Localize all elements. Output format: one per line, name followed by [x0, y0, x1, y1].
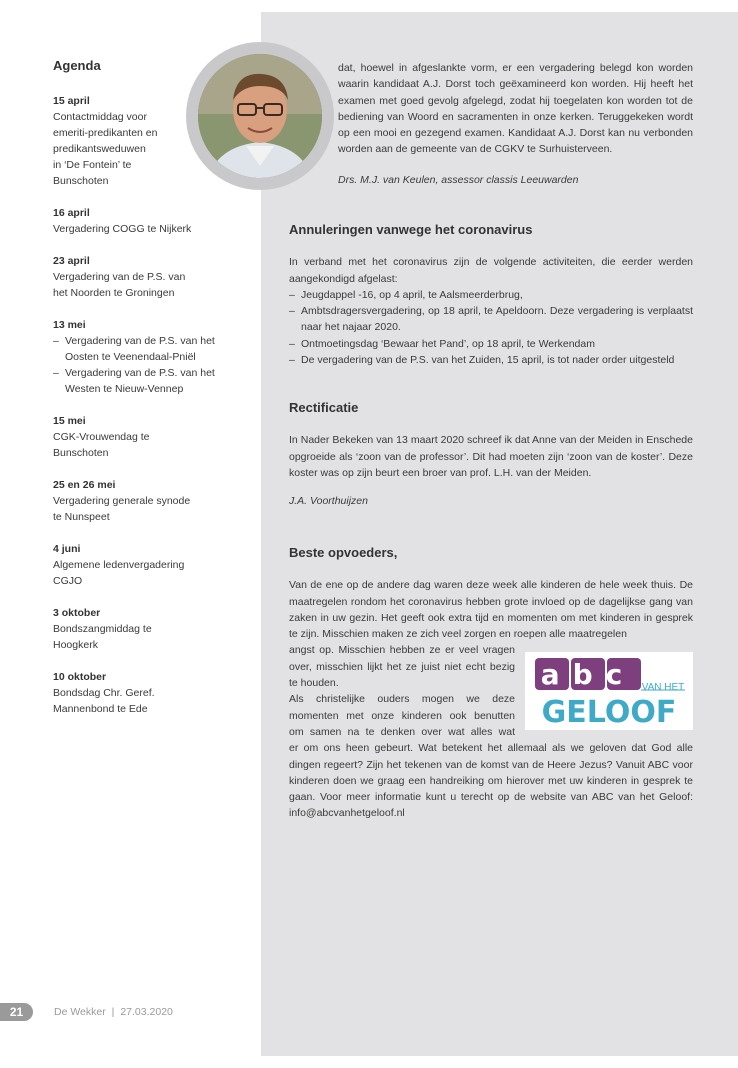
agenda-event-bullets	[53, 333, 228, 397]
annuleringen-heading: Annuleringen vanwege het coronavirus	[289, 222, 533, 237]
agenda-event-date: 10 oktober	[53, 671, 107, 683]
agenda-event-date: 13 mei	[53, 319, 86, 331]
opvoeders-heading: Beste opvoeders,	[289, 545, 398, 560]
agenda-event	[53, 317, 228, 397]
agenda-event-line: CGK-Vrouwendag te	[53, 431, 150, 443]
agenda-event	[53, 541, 228, 589]
rectificatie-signature: J.A. Voorthuijzen	[289, 495, 368, 508]
opvoeders-paragraph-1: Van de ene op de andere dag waren deze week alle kinderen de hele week thuis. De maatregelen rondom het coronavirus hebben grote invloed op de dagelijkse gang van zaken in uw gezin. Het geeft ook extra tijd en momenten om met kinderen in gesprek te zijn. Misschien maken ze zich veel zorgen en roepen alle maatregelen	[289, 579, 693, 641]
abc-van-het-geloof-logo	[525, 652, 693, 730]
portrait-photo	[198, 54, 322, 178]
annuleringen-list	[289, 287, 693, 368]
agenda-event-line: Contactmiddag voor	[53, 111, 147, 123]
agenda-event	[53, 253, 228, 301]
wrap-line: angst op. Misschien hebben ze er veel vragen	[289, 644, 515, 657]
agenda-event	[53, 205, 228, 237]
rectificatie-section	[289, 400, 693, 509]
agenda-event-line: in ‘De Fontein’ te	[53, 159, 132, 171]
intro-section	[338, 60, 693, 188]
agenda-event-date: 16 april	[53, 207, 90, 219]
agenda-event-line: te Nunspeet	[53, 511, 110, 523]
wrap-line: over, misschien lijkt het ze juist niet echt bezig	[289, 660, 515, 673]
wrap-line: momenten met onze kinderen ook benutten	[289, 709, 515, 722]
agenda-event-line: Bunschoten	[53, 447, 109, 459]
abc-logo-graphic	[525, 652, 693, 730]
agenda-event-date: 4 juni	[53, 543, 81, 555]
rectificatie-heading: Rectificatie	[289, 400, 359, 415]
agenda-event	[53, 413, 228, 461]
agenda-event-line: Vergadering COGG te Nijkerk	[53, 223, 192, 235]
list-item: – Vergadering van de P.S. van het Westen te Nieuw-Vennep	[53, 365, 228, 397]
agenda-event-line: Vergadering generale synode	[53, 495, 191, 507]
agenda-event-line: CGJO	[53, 575, 83, 587]
page-number: 21	[0, 1003, 33, 1021]
agenda-event-line: Bondszangmiddag te	[53, 623, 152, 635]
agenda-event-line: emeriti-predikanten en	[53, 127, 158, 139]
agenda-event-date: 23 april	[53, 255, 90, 267]
agenda-event-line: Algemene ledenvergadering	[53, 559, 185, 571]
agenda-event	[53, 669, 228, 717]
intro-signature: Drs. M.J. van Keulen, assessor classis Leeuwarden	[338, 173, 579, 186]
rectificatie-text: In Nader Bekeken van 13 maart 2020 schreef ik dat Anne van der Meiden in Enschede opgroeide als ‘zoon van de professor’. Dit had moeten zijn ‘zoon van de koster’. Deze koster was op zijn beurt een broer van prof. L.H. van der Meiden.	[289, 434, 693, 479]
agenda-event-date: 15 mei	[53, 415, 86, 427]
agenda-event-line: Mannenbond te Ede	[53, 703, 148, 715]
agenda-event-line: Hoogkerk	[53, 639, 98, 651]
logo-abc-text: abc	[540, 658, 636, 691]
opvoeders-wrap-text	[289, 642, 515, 740]
annuleringen-section	[289, 222, 693, 368]
agenda-event-date: 15 april	[53, 95, 90, 107]
portrait-illustration	[198, 54, 322, 178]
logo-van-het-text: VAN HET	[641, 682, 685, 693]
agenda-event-line: Bunschoten	[53, 175, 109, 187]
publication-date: 27.03.2020	[120, 1006, 173, 1018]
list-item: – Jeugdappel -16, op 4 april, te Aalsmeerderbrug,	[289, 287, 693, 303]
agenda-event-date: 3 oktober	[53, 607, 101, 619]
list-item: – Vergadering van de P.S. van het Oosten te Veenendaal-Pniël	[53, 333, 228, 365]
wrap-line: om samen na te denken over wat alles wat	[289, 725, 515, 738]
footer-separator: |	[111, 1006, 115, 1018]
annuleringen-intro: In verband met het coronavirus zijn de volgende activiteiten, die eerder werden aangekondigd afgelast:	[289, 256, 693, 285]
agenda-event-line: predikantsweduwen	[53, 143, 146, 155]
agenda-title: Agenda	[53, 58, 101, 73]
agenda-event-line: Vergadering van de P.S. van	[53, 271, 186, 283]
agenda-event-date: 25 en 26 mei	[53, 479, 116, 491]
publication-name: De Wekker	[54, 1006, 106, 1018]
opvoeders-paragraph-2: er om ons heen gebeurt. Wat betekent het allemaal als we geloven dat God alle dingen regeert? Zijn het tekenen van de komst van de Heere Jezus? Vanuit ABC voor kinderen doen we graag een handreiking om hierover met uw kinderen in gesprek te gaan. Voor meer informatie kunt u terecht op de website van ABC van het Geloof: info@abcvanhetgeloof.nl	[289, 742, 693, 820]
list-item: – Ontmoetingsdag ‘Bewaar het Pand’, op 18 april, te Werkendam	[289, 336, 693, 352]
wrap-line: Als christelijke ouders mogen we deze	[289, 693, 515, 706]
agenda-event-line: het Noorden te Groningen	[53, 287, 175, 299]
list-item: – Ambtsdragersvergadering, op 18 april, te Apeldoorn. Deze vergadering is verplaatst naar het najaar 2020.	[289, 303, 693, 336]
agenda-event-line: Bondsdag Chr. Geref.	[53, 687, 155, 699]
wrap-line: te houden.	[289, 677, 339, 690]
agenda-event	[53, 605, 228, 653]
logo-geloof-text: GELOOF	[541, 695, 677, 730]
list-item: – De vergadering van de P.S. van het Zuiden, 15 april, is tot nader order uitgesteld	[289, 352, 693, 368]
agenda-event	[53, 477, 228, 525]
publication-footer	[54, 1006, 173, 1018]
intro-text: dat, hoewel in afgeslankte vorm, er een vergadering belegd kon worden waarin kandidaat A.J. Dorst toch geëxamineerd kon worden. Hij heeft het examen met goed gevolg afgelegd, zodat hij toegelaten kon worden tot de bediening van Woord en sacramenten in onze kerken. Teruggekeken wordt op een mooi en gezegend examen. Kandidaat A.J. Dorst kan nu verbonden worden aan de gemeente van de CGKV te Surhuisterveen.	[338, 62, 693, 156]
